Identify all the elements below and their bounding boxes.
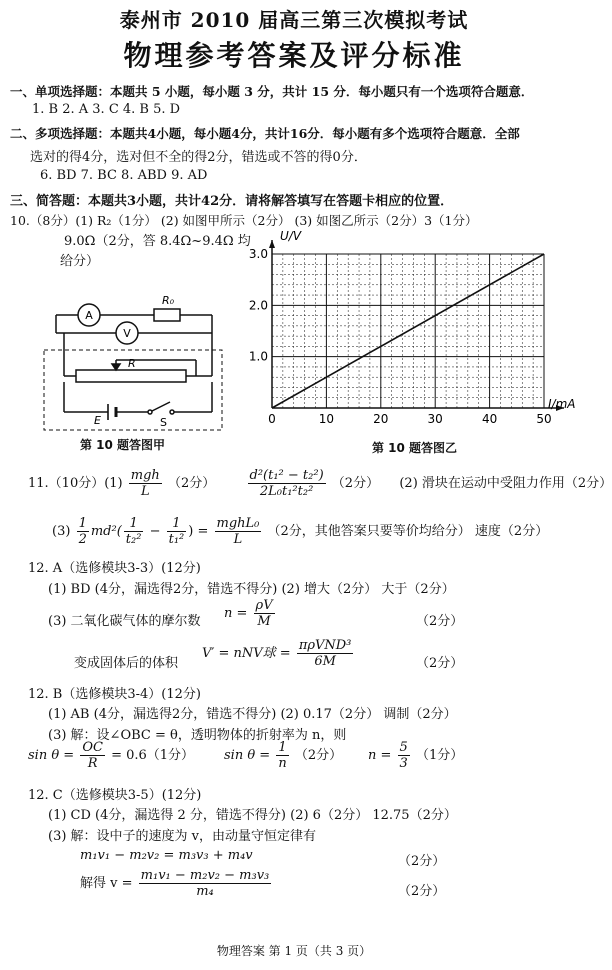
q12c-part3: (3) 解：设中子的速度为 v，由动量守恒定律有 xyxy=(48,829,317,844)
q12c-part1: (1) CD (4分，漏选得 2 分，错选不得分) (2) 6（2分） 12.75（2分） xyxy=(48,808,457,823)
q12a-volume-formula: V′ = nNV球 = $\frac{\text{πρVND³}}{6M}$ xyxy=(202,638,352,669)
x-tick-label: 10 xyxy=(318,412,335,426)
exam-title: 泰州市 2010 届高三第三次模拟考试 xyxy=(119,8,469,32)
q12c-head: 12. C（选修模块3-5）(12分) xyxy=(28,788,202,803)
q12b-n-formula: n = $\frac{5}{3}$ （1分） xyxy=(368,740,464,771)
q12a-head: 12. A（选修模块3-3）(12分) xyxy=(28,561,201,576)
switch-contact xyxy=(148,410,152,414)
q11-part3-frac-c: $\frac{1}{\text{t₁²}}$ xyxy=(168,516,185,547)
q11-part3-minus: − xyxy=(145,524,165,539)
caption-figure-b: 第 10 题答图乙 xyxy=(372,441,458,455)
chart-series xyxy=(272,254,544,408)
q10-line1: 10.（8分）(1) R₂（1分） (2) 如图甲所示（2分） (3) 如图乙所示（2分）3（1分） xyxy=(10,213,478,228)
switch-label: S xyxy=(160,416,167,429)
q11-head: 11.（10分）(1) xyxy=(28,476,123,491)
x-tick-label: 50 xyxy=(536,412,552,426)
resistor-r0 xyxy=(154,309,180,321)
q11-fraction-1: $\frac{\text{mgh}}{L}$ xyxy=(130,468,160,499)
q11-part2: (2) 滑块在运动中受阻力作用（2分） xyxy=(399,476,612,491)
document-title: 物理参考答案及评分标准 xyxy=(123,39,465,72)
q11-part3-frac-r: $\frac{\text{mghL₀}}{L}$ xyxy=(216,516,260,547)
section2-heading: 二、多项选择题：本题共4小题，每小题4分，共计16分．每小题有多个选项符合题意．全部 xyxy=(10,126,520,141)
q12a-n-formula: n = $\frac{\rho V}{M}$ xyxy=(224,598,273,629)
q11-part3-frac-b: $\frac{1}{\text{t₂²}}$ xyxy=(125,516,142,547)
q11-part3 xyxy=(52,516,548,547)
q12b-part1: (1) AB (4分，漏选得2分，错选不得分) (2) 0.17（2分） 调制（2分） xyxy=(48,707,457,722)
q12a-part1: (1) BD (4分，漏选得2分，错选不得分) (2) 增大（2分） 大于（2分） xyxy=(48,582,455,597)
series-line xyxy=(272,254,544,408)
r0-label: R₀ xyxy=(162,294,175,307)
q11-fraction-2: $\frac{\text{d²(t₁² − t₂²)}}{\text{2L₀t₁²t₂²}}$ xyxy=(249,468,324,499)
circuit-diagram xyxy=(36,288,226,433)
y-tick-label: 1.0 xyxy=(248,349,268,364)
ammeter-label: A xyxy=(85,309,93,322)
page-footer: 物理答案 第 1 页（共 3 页） xyxy=(216,944,372,958)
x-tick-label: 20 xyxy=(373,412,389,426)
q11-part3-eq: ) = xyxy=(188,524,209,539)
switch-blade xyxy=(152,402,170,411)
q12a-n-score: （2分） xyxy=(416,614,464,629)
q11-score-2: （2分） xyxy=(331,476,380,491)
ui-chart xyxy=(248,228,588,434)
q11-part3-frac-half: $\frac{1}{2}$ xyxy=(78,516,87,547)
y-axis-label: U/V xyxy=(280,229,302,243)
q11-line1 xyxy=(28,468,612,499)
x-tick-label: 40 xyxy=(481,412,498,426)
q11-part3-head: (3) xyxy=(52,524,71,539)
q12a-volume-score: （2分） xyxy=(416,656,464,671)
q12b-head: 12. B（选修模块3-4）(12分) xyxy=(28,687,201,702)
section3-heading: 三、简答题：本题共3小题，共计42分．请将解答填写在答题卡相应的位置． xyxy=(10,194,454,209)
q12c-equation-1: m₁v₁ − m₂v₂ = m₃v₃ + m₄v xyxy=(80,848,253,863)
q12b-part3: (3) 解：设∠OBC = θ，透明物体的折射率为 n，则 xyxy=(48,728,347,743)
emf-label: E xyxy=(94,414,101,427)
chart-ticks xyxy=(249,247,552,426)
section1-heading: 一、单项选择题：本题共 5 小题，每小题 3 分，共计 15 分．每小题只有一个选项符合题意． xyxy=(10,84,534,99)
caption-figure-a: 第 10 题答图甲 xyxy=(80,438,166,452)
r-label: R xyxy=(128,357,136,370)
q12b-sin-formula-2: sin θ = $\frac{1}{n}$ （2分） xyxy=(224,740,343,771)
q10-line3: 给分） xyxy=(60,254,100,269)
q10-line2: 9.0Ω（2分，答 8.4Ω~9.4Ω 均 xyxy=(64,234,251,249)
q12b-sin-formula-1: sin θ = $\frac{OC}{R}$ = 0.6（1分） xyxy=(28,740,195,771)
q12c-equation-2: 解得 v = $\frac{\text{m₁v₁ − m₂v₂ − m₃v₃}}{\text{m₄}}$ xyxy=(80,868,270,899)
q11-part3-tail: （2分，其他答案只要等价均给分） 速度（2分） xyxy=(267,524,549,539)
y-tick-label: 3.0 xyxy=(248,247,268,261)
x-axis-label: I/mA xyxy=(548,397,576,411)
section2-answers: 6. BD 7. BC 8. ABD 9. AD xyxy=(40,168,208,183)
x-tick-label: 30 xyxy=(427,412,443,426)
q11-part3-mid: md²( xyxy=(90,524,122,539)
q12c-equation-2-score: （2分） xyxy=(398,884,446,899)
q12a-part3: (3) 二氧化碳气体的摩尔数 xyxy=(48,614,201,629)
voltmeter-label: V xyxy=(123,327,131,340)
q12c-equation-1-score: （2分） xyxy=(398,854,446,869)
x-tick-label: 0 xyxy=(268,412,276,426)
y-axis-arrow xyxy=(269,240,275,248)
y-tick-label: 2.0 xyxy=(248,298,268,313)
q12a-volume-text: 变成固体后的体积 xyxy=(74,656,179,671)
rheostat-r xyxy=(76,370,186,382)
section1-answers: 1. B 2. A 3. C 4. B 5. D xyxy=(32,102,181,117)
section2-heading-cont: 选对的得4分，选对但不全的得2分，错选或不答的得0分． xyxy=(30,150,367,165)
q11-score-1: （2分） xyxy=(167,476,216,491)
